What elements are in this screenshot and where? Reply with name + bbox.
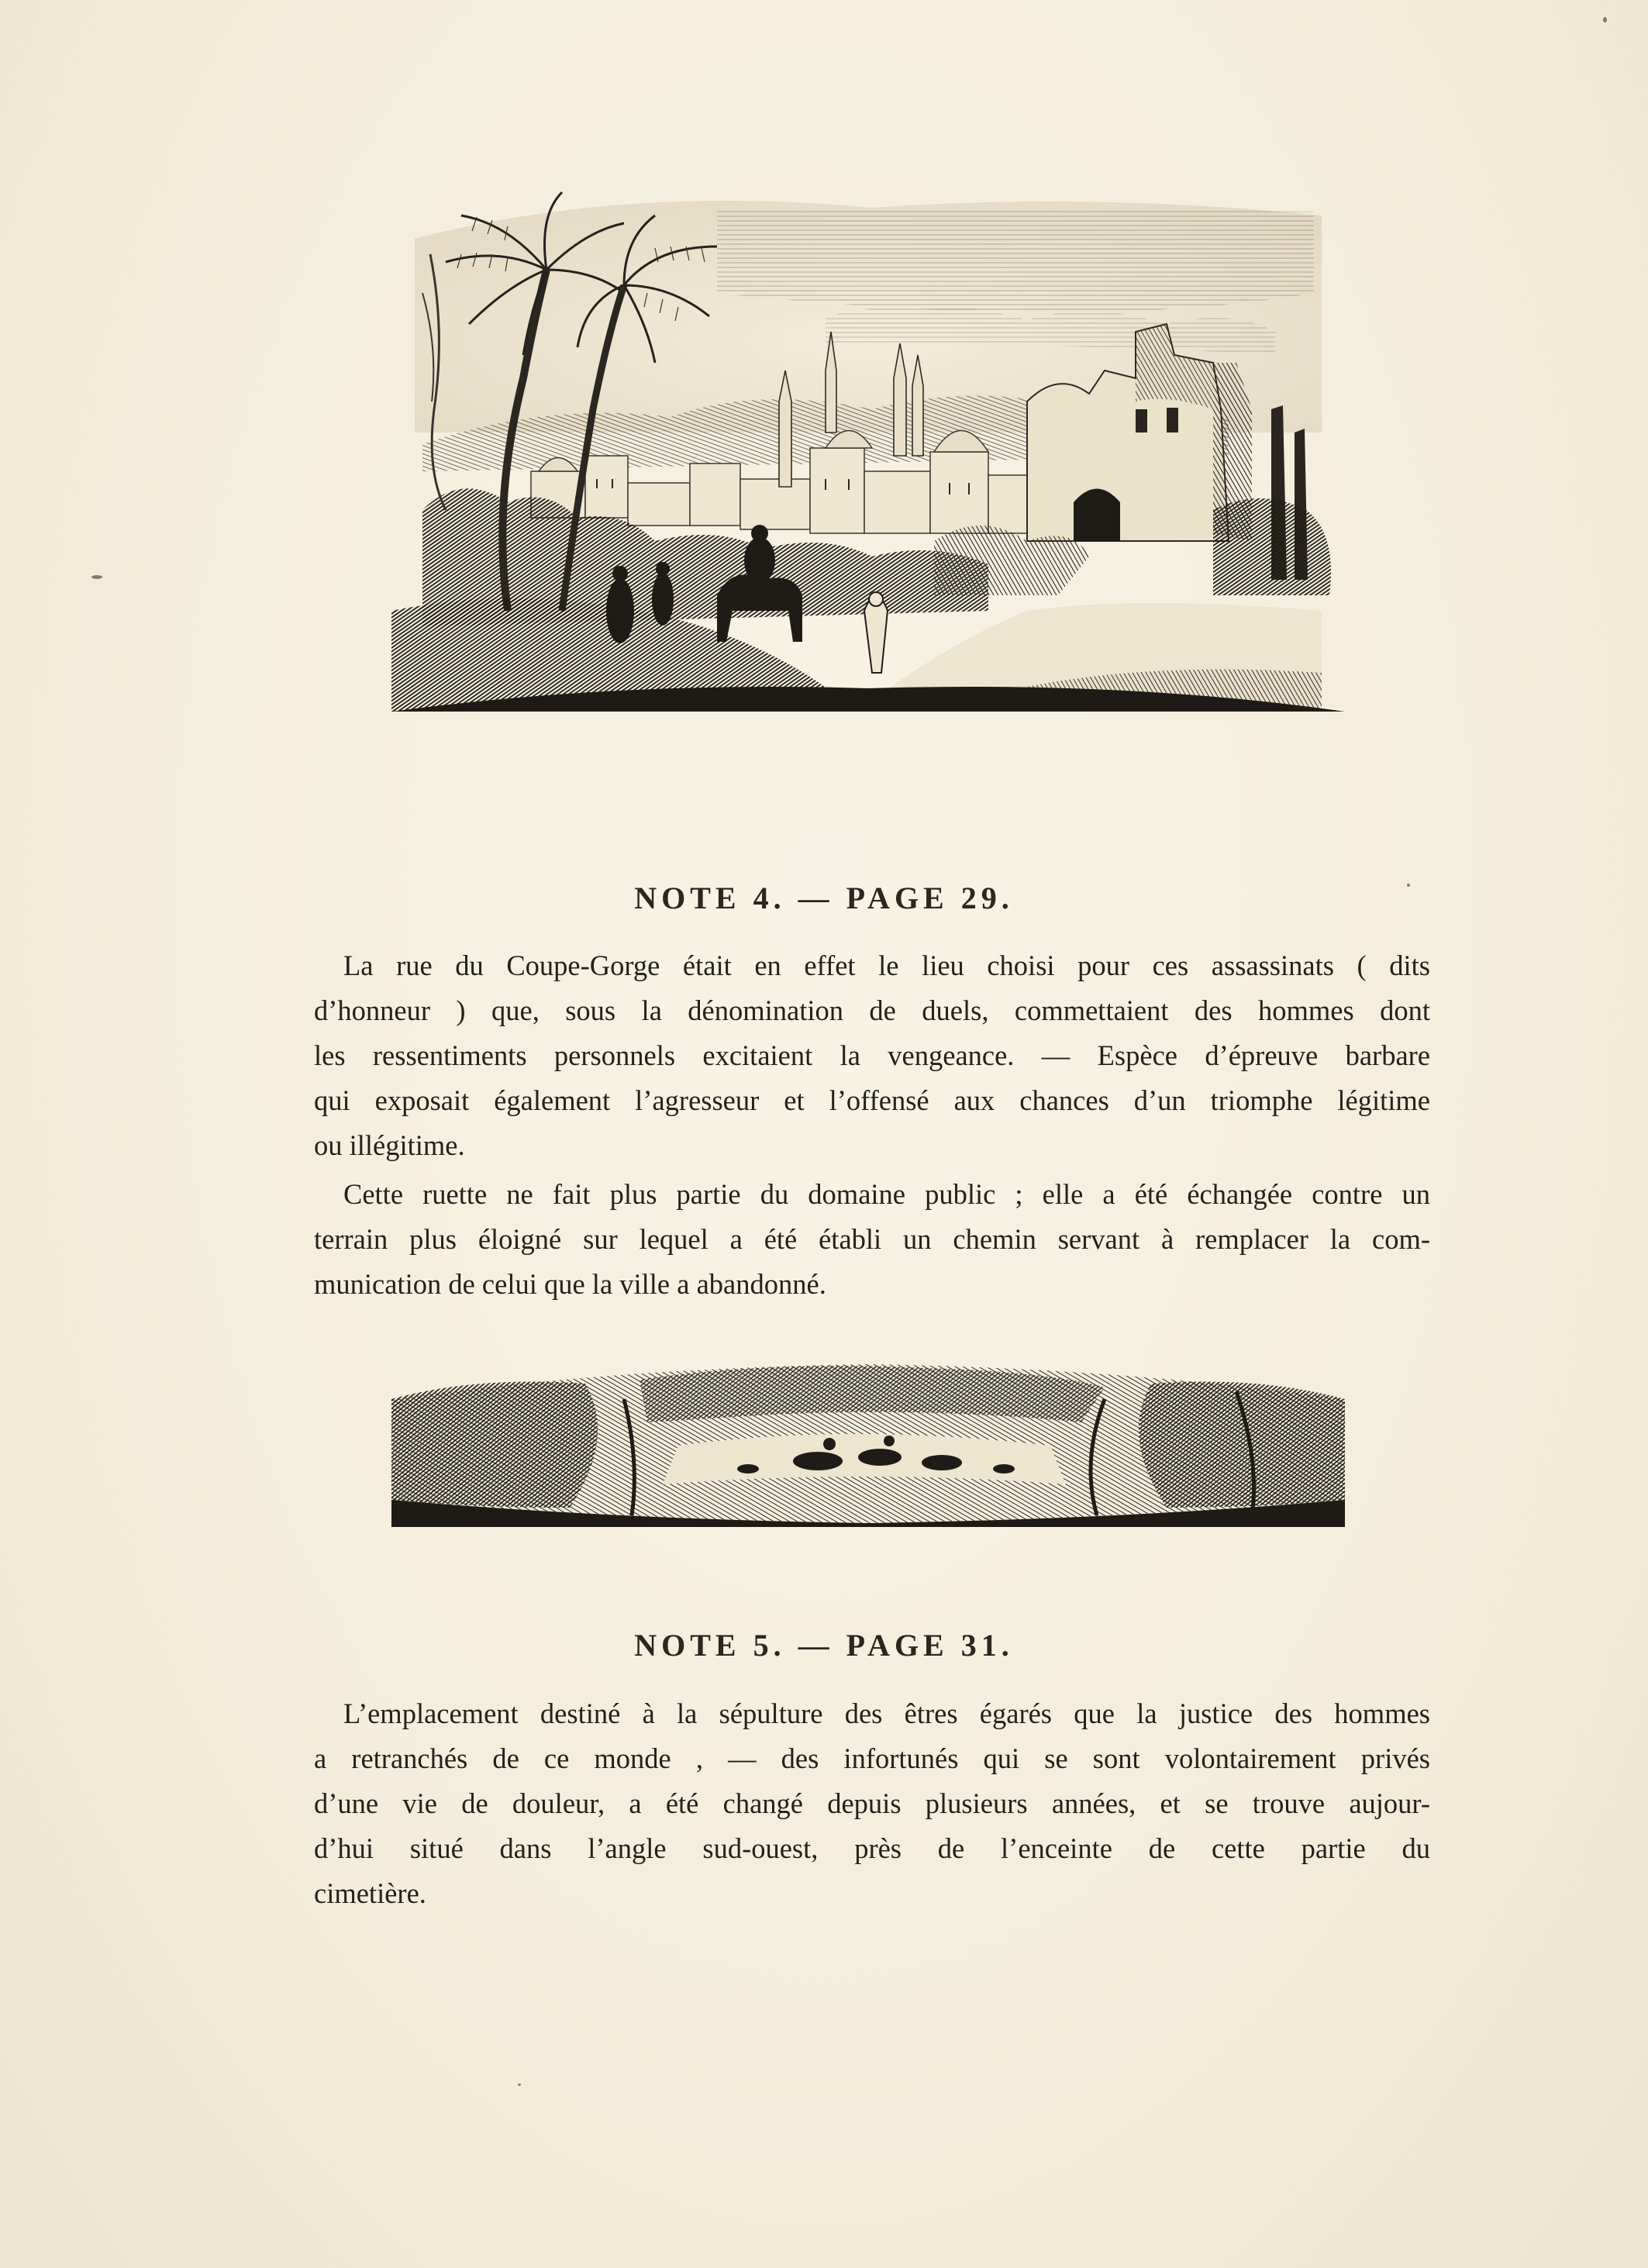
- text-line: d’honneur ) que, sous la dénomination de duels, commettaient des hommes dont: [314, 994, 1430, 1026]
- paper-speck: [518, 2084, 521, 2086]
- paper-speck: [91, 575, 102, 579]
- forest-hunt-engraving: [384, 1353, 1353, 1527]
- text-line: Cette ruette ne fait plus partie du domaine public ; elle a été échangée contre un: [343, 1178, 1430, 1210]
- city-landscape-engraving: [391, 177, 1345, 712]
- text-line: qui exposait également l’agresseur et l’offensé aux chances d’un triomphe légitime: [314, 1084, 1430, 1116]
- text-line: les ressentiments personnels excitaient la vengeance. — Espèce d’épreuve barbare: [314, 1039, 1430, 1071]
- text-line: ou illégitime.: [314, 1129, 465, 1161]
- text-line: La rue du Coupe-Gorge était en effet le lieu choisi pour ces assassinats ( dits: [343, 950, 1430, 981]
- note-5-paragraph-1: [314, 1691, 1430, 1916]
- text-line: L’emplacement destiné à la sépulture des êtres égarés que la justice des hommes: [343, 1698, 1430, 1729]
- text-line: terrain plus éloigné sur lequel a été établi un chemin servant à remplacer la com-: [314, 1223, 1430, 1255]
- paper-speck: [1603, 17, 1607, 22]
- city-landscape-illustration: [391, 177, 1345, 712]
- note-4-heading: NOTE 4. — PAGE 29.: [634, 881, 1014, 916]
- forest-hunt-illustration: [384, 1353, 1353, 1527]
- note-5-heading: NOTE 5. — PAGE 31.: [634, 1628, 1014, 1663]
- paper-speck: [1407, 884, 1410, 887]
- text-line: munication de celui que la ville a abandonné.: [314, 1268, 826, 1300]
- text-line: cimetière.: [314, 1877, 426, 1909]
- text-line: d’hui situé dans l’angle sud-ouest, près de l’enceinte de cette partie du: [314, 1832, 1430, 1864]
- text-line: a retranchés de ce monde , — des infortunés qui se sont volontairement privés: [314, 1742, 1430, 1774]
- note-4-paragraph-1: [314, 943, 1430, 1168]
- text-line: d’une vie de douleur, a été changé depuis plusieurs années, et se trouve aujour-: [314, 1787, 1430, 1819]
- note-4-paragraph-2: [314, 1172, 1430, 1307]
